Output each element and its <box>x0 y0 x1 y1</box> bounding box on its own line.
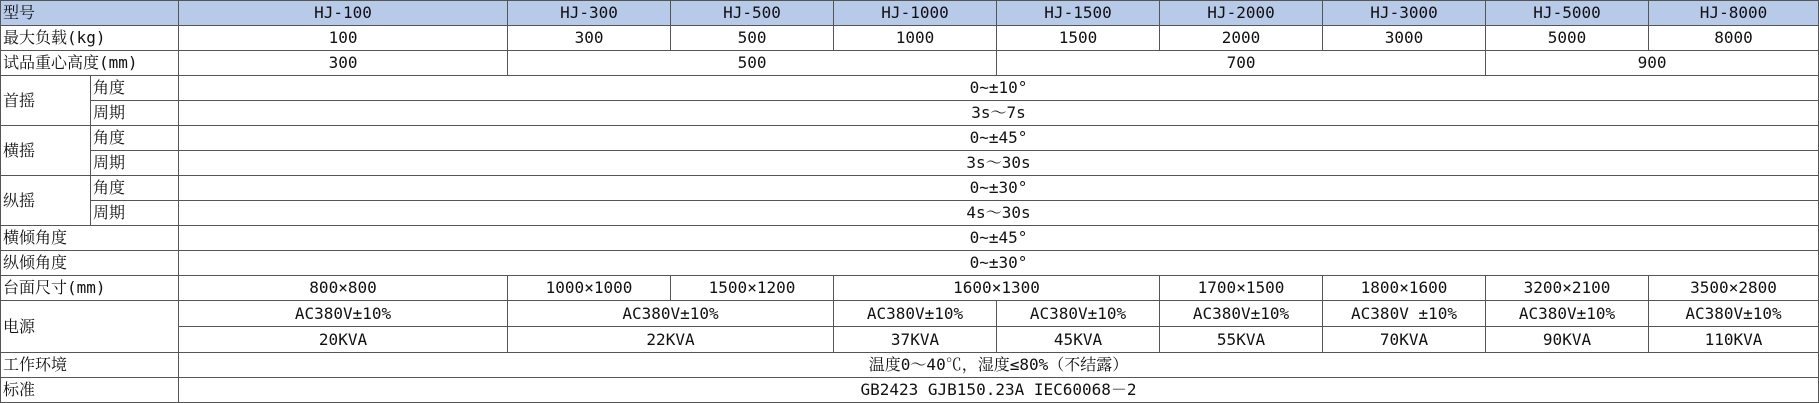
power-capacity-row <box>1 327 1819 353</box>
heel-label: 横倾角度 <box>1 226 179 251</box>
table-size-cell: 1000×1000 <box>508 276 671 301</box>
pitch-label: 首摇 <box>1 76 91 126</box>
model-label: 型号 <box>1 1 179 26</box>
max-load-cell: 1000 <box>834 26 997 51</box>
model-cell: HJ-2000 <box>1160 1 1323 26</box>
environment-row <box>1 353 1819 378</box>
power-capacity-cell: 70KVA <box>1323 327 1486 353</box>
max-load-cell: 8000 <box>1649 26 1819 51</box>
table-size-cell: 3200×2100 <box>1486 276 1649 301</box>
power-voltage-cell: AC380V±10% <box>1486 301 1649 327</box>
power-capacity-cell: 55KVA <box>1160 327 1323 353</box>
pitch-period-label: 周期 <box>91 101 179 126</box>
yaw-angle-label: 角度 <box>91 176 179 201</box>
cog-height-row <box>1 51 1819 76</box>
table-size-cell: 800×800 <box>179 276 508 301</box>
max-load-cell: 300 <box>508 26 671 51</box>
table-size-cell: 3500×2800 <box>1649 276 1819 301</box>
roll-angle-row <box>1 126 1819 151</box>
table-size-cell: 1800×1600 <box>1323 276 1486 301</box>
standard-value: GB2423 GJB150.23A IEC60068－2 <box>179 378 1819 403</box>
cog-height-cell: 500 <box>508 51 997 76</box>
power-capacity-cell: 90KVA <box>1486 327 1649 353</box>
standard-row <box>1 378 1819 403</box>
cog-height-cell: 900 <box>1486 51 1819 76</box>
roll-angle-label: 角度 <box>91 126 179 151</box>
power-voltage-cell: AC380V±10% <box>179 301 508 327</box>
power-capacity-cell: 45KVA <box>997 327 1160 353</box>
environment-label: 工作环境 <box>1 353 179 378</box>
model-cell: HJ-100 <box>179 1 508 26</box>
standard-label: 标准 <box>1 378 179 403</box>
trim-row <box>1 251 1819 276</box>
power-voltage-cell: AC380V±10% <box>834 301 997 327</box>
yaw-period-value: 4s～30s <box>179 201 1819 226</box>
table-size-cell: 1700×1500 <box>1160 276 1323 301</box>
power-capacity-cell: 20KVA <box>179 327 508 353</box>
model-cell: HJ-500 <box>671 1 834 26</box>
pitch-angle-row <box>1 76 1819 101</box>
cog-height-cell: 300 <box>179 51 508 76</box>
power-voltage-row <box>1 301 1819 327</box>
table-size-cell: 1500×1200 <box>671 276 834 301</box>
model-cell: HJ-300 <box>508 1 671 26</box>
power-voltage-cell: AC380V ±10% <box>1323 301 1486 327</box>
heel-value: 0~±45° <box>179 226 1819 251</box>
yaw-angle-row <box>1 176 1819 201</box>
model-cell: HJ-1500 <box>997 1 1160 26</box>
power-voltage-cell: AC380V±10% <box>508 301 834 327</box>
roll-label: 横摇 <box>1 126 91 176</box>
power-capacity-cell: 22KVA <box>508 327 834 353</box>
max-load-label: 最大负载(kg) <box>1 26 179 51</box>
power-capacity-cell: 110KVA <box>1649 327 1819 353</box>
cog-height-label: 试品重心高度(mm) <box>1 51 179 76</box>
power-voltage-cell: AC380V±10% <box>997 301 1160 327</box>
power-voltage-cell: AC380V±10% <box>1649 301 1819 327</box>
roll-angle-value: 0~±45° <box>179 126 1819 151</box>
table-size-row <box>1 276 1819 301</box>
max-load-row <box>1 26 1819 51</box>
max-load-cell: 2000 <box>1160 26 1323 51</box>
max-load-cell: 1500 <box>997 26 1160 51</box>
yaw-angle-value: 0~±30° <box>179 176 1819 201</box>
pitch-period-value: 3s～7s <box>179 101 1819 126</box>
trim-value: 0~±30° <box>179 251 1819 276</box>
model-cell: HJ-1000 <box>834 1 997 26</box>
max-load-cell: 100 <box>179 26 508 51</box>
trim-label: 纵倾角度 <box>1 251 179 276</box>
power-label: 电源 <box>1 301 179 353</box>
yaw-period-label: 周期 <box>91 201 179 226</box>
max-load-cell: 3000 <box>1323 26 1486 51</box>
pitch-angle-value: 0~±10° <box>179 76 1819 101</box>
table-size-label: 台面尺寸(mm) <box>1 276 179 301</box>
model-cell: HJ-8000 <box>1649 1 1819 26</box>
model-cell: HJ-5000 <box>1486 1 1649 26</box>
roll-period-row <box>1 151 1819 176</box>
cog-height-cell: 700 <box>997 51 1486 76</box>
pitch-period-row <box>1 101 1819 126</box>
roll-period-label: 周期 <box>91 151 179 176</box>
heel-row <box>1 226 1819 251</box>
power-voltage-cell: AC380V±10% <box>1160 301 1323 327</box>
max-load-cell: 500 <box>671 26 834 51</box>
yaw-period-row <box>1 201 1819 226</box>
roll-period-value: 3s～30s <box>179 151 1819 176</box>
power-capacity-cell: 37KVA <box>834 327 997 353</box>
environment-value: 温度0～40℃，湿度≤80%（不结露） <box>179 353 1819 378</box>
header-row <box>1 1 1819 26</box>
model-cell: HJ-3000 <box>1323 1 1486 26</box>
pitch-angle-label: 角度 <box>91 76 179 101</box>
max-load-cell: 5000 <box>1486 26 1649 51</box>
yaw-label: 纵摇 <box>1 176 91 226</box>
table-size-cell: 1600×1300 <box>834 276 1160 301</box>
